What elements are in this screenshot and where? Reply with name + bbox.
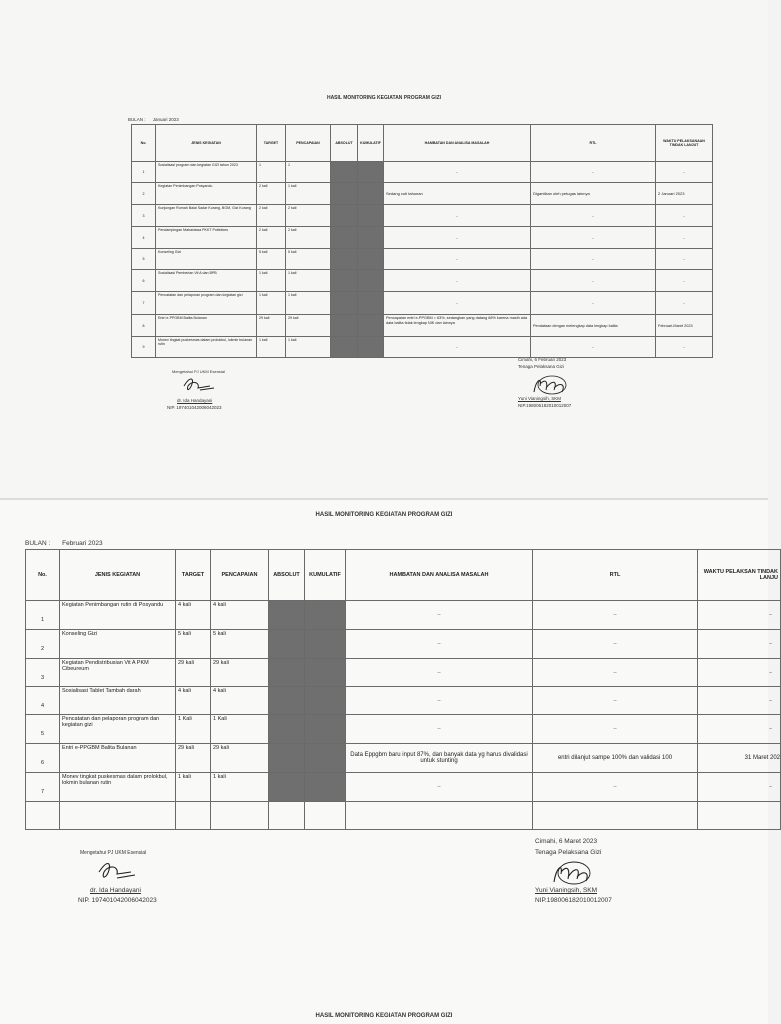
row-no: 1 xyxy=(26,601,60,630)
header-rtl: RTL xyxy=(531,125,656,162)
row-capai: 1 xyxy=(286,162,331,183)
table-row xyxy=(132,205,713,227)
row-capai: 2 kali xyxy=(286,227,331,249)
absolut-cell xyxy=(331,270,358,292)
row-no: 2 xyxy=(26,630,60,659)
row-target: 1 kali xyxy=(257,337,286,358)
left-sign-label: Mengetahui PJ UKM Esensial xyxy=(172,369,225,374)
row-jenis: Monev tingkat puskesmas dalam prolokbul, lokmin bulanan rutin xyxy=(60,773,176,802)
table-row xyxy=(132,270,713,292)
row-jenis: Kegiatan Penimbangan Posyandu xyxy=(156,183,257,205)
row-capai: 5 kali xyxy=(211,630,269,659)
row-jenis: Sosialisasi Tablet Tambah darah xyxy=(60,687,176,715)
row-hambatan: Pencapaian entri e-PPGBM = 63%, sedangkan yang datang 68% karena masih ada data balita tidak lengkap NIK dan lainnya xyxy=(384,315,531,337)
row-no: 9 xyxy=(132,337,156,358)
row-waktu: – xyxy=(656,162,713,183)
row-rtl: – xyxy=(533,715,698,744)
row-rtl: – xyxy=(531,337,656,358)
row-jenis: Kunjungan Rumah Balai Sadar Kurang, BGM, Gizi Kurang xyxy=(156,205,257,227)
row-capai: 1 kali xyxy=(286,183,331,205)
row-hambatan: – xyxy=(346,601,533,630)
row-no: 3 xyxy=(132,205,156,227)
row-target: 4 kali xyxy=(176,601,211,630)
row-rtl: Digantikan oleh petugas lainnya xyxy=(531,183,656,205)
row-hambatan: – xyxy=(346,630,533,659)
row-rtl: – xyxy=(531,270,656,292)
row-capai: 29 kali xyxy=(211,744,269,773)
right-sign-date: Cimahi, 6 Maret 2023 xyxy=(535,838,598,845)
table-row xyxy=(26,687,781,715)
page-title: HASIL MONITORING KEGIATAN PROGRAM GIZI xyxy=(326,95,442,101)
row-capai: 5 kali xyxy=(286,249,331,270)
header-absolut: ABSOLUT xyxy=(269,550,305,601)
row-target: 2 kali xyxy=(257,205,286,227)
table-header-row xyxy=(132,125,713,162)
row-hambatan: – xyxy=(346,715,533,744)
table-row xyxy=(26,773,781,802)
row-waktu: 31 Maret 202 xyxy=(698,744,781,773)
empty-cell xyxy=(211,802,269,830)
left-sign-nip: NIP. 197401042006042023 xyxy=(78,897,157,904)
left-sign-label: Mengetahui PJ UKM Esensial xyxy=(80,850,147,856)
row-hambatan: – xyxy=(384,270,531,292)
absolut-cell xyxy=(269,630,305,659)
absolut-cell xyxy=(331,315,358,337)
header-hambatan: HAMBATAN DAN ANALISA MASALAH xyxy=(384,125,531,162)
table-row xyxy=(132,315,713,337)
row-hambatan: Data Eppgbm baru input 87%, dan banyak data yg harus divalidasi untuk stunting xyxy=(346,744,533,773)
monitoring-table-february xyxy=(25,549,781,830)
empty-cell xyxy=(269,802,305,830)
month-label xyxy=(25,540,103,547)
empty-cell xyxy=(346,802,533,830)
row-waktu: – xyxy=(698,659,781,687)
empty-cell xyxy=(60,802,176,830)
header-jenis: JENIS KEGIATAN xyxy=(156,125,257,162)
row-jenis: Kegiatan Pendistribusian Vit A PKM Cibeureum xyxy=(60,659,176,687)
header-waktu: WAKTU PELAKSANAAN TINDAK LANJUT xyxy=(656,125,713,162)
signature-left xyxy=(180,374,220,396)
kumulatif-cell xyxy=(358,337,384,358)
left-sign-nip: NIP. 197401042006042023 xyxy=(167,405,222,410)
absolut-cell xyxy=(269,601,305,630)
row-no: 2 xyxy=(132,183,156,205)
absolut-cell xyxy=(331,205,358,227)
row-capai: 29 kali xyxy=(211,659,269,687)
row-waktu: – xyxy=(656,292,713,315)
row-capai: 1 Kali xyxy=(211,715,269,744)
table-row xyxy=(132,227,713,249)
row-jenis: Entri e-PPGBM Balita Bulanan xyxy=(156,315,257,337)
table-header-row xyxy=(26,550,781,601)
empty-cell xyxy=(698,802,781,830)
row-jenis: Monev tingkat puskesmas dalam prolokbul, lokmin bulanan rutin xyxy=(156,337,257,358)
row-target: 2 kali xyxy=(257,227,286,249)
row-waktu: – xyxy=(698,773,781,802)
absolut-cell xyxy=(269,744,305,773)
row-rtl: – xyxy=(533,687,698,715)
kumulatif-cell xyxy=(358,249,384,270)
table-row xyxy=(26,659,781,687)
row-no: 6 xyxy=(132,270,156,292)
row-rtl: entri dilanjut sampe 100% dan validasi 100 xyxy=(533,744,698,773)
empty-cell xyxy=(305,802,346,830)
row-target: 1 kali xyxy=(176,773,211,802)
row-waktu: – xyxy=(698,630,781,659)
absolut-cell xyxy=(269,659,305,687)
right-sign-name: Yuni Vianingsih, SKM xyxy=(535,887,598,894)
header-pencapaian: PENCAPAIAN xyxy=(286,125,331,162)
row-jenis: Kegiatan Penimbangan rutin di Posyandu xyxy=(60,601,176,630)
absolut-cell xyxy=(331,249,358,270)
absolut-cell xyxy=(269,773,305,802)
table-row xyxy=(132,337,713,358)
row-no: 1 xyxy=(132,162,156,183)
right-sign-date: Cimahi, 6 Februari 2023 xyxy=(518,357,567,362)
month-label-text: BULAN : xyxy=(25,540,51,547)
absolut-cell xyxy=(269,715,305,744)
row-target: 1 xyxy=(257,162,286,183)
row-hambatan: – xyxy=(384,337,531,358)
row-hambatan: – xyxy=(384,205,531,227)
row-target: 1 kali xyxy=(257,292,286,315)
kumulatif-cell xyxy=(305,773,346,802)
document-page-february xyxy=(0,500,780,1024)
header-waktu: WAKTU PELAKSAN TINDAK LANJU xyxy=(698,550,781,601)
row-jenis: Sosialisasi Pemberian Vit A dan BPB xyxy=(156,270,257,292)
row-capai: 4 kali xyxy=(211,601,269,630)
empty-cell xyxy=(533,802,698,830)
month-value: Januari 2023 xyxy=(152,117,179,122)
row-capai: 29 kali xyxy=(286,315,331,337)
signature-right xyxy=(528,372,572,398)
table-row-empty xyxy=(26,802,781,830)
row-rtl: – xyxy=(533,630,698,659)
row-jenis: Pencatatan dan pelaporan program dan kegiatan gizi xyxy=(60,715,176,744)
row-rtl: – xyxy=(531,162,656,183)
row-no: 5 xyxy=(26,715,60,744)
month-value: Februari 2023 xyxy=(62,540,103,547)
absolut-cell xyxy=(331,292,358,315)
page-title-next: HASIL MONITORING KEGIATAN PROGRAM GIZI xyxy=(315,1013,453,1019)
left-sign-name: dr. Ida Handayani xyxy=(177,398,213,403)
row-hambatan: – xyxy=(384,249,531,270)
month-label-text: BULAN : xyxy=(128,117,146,122)
absolut-cell xyxy=(331,337,358,358)
document-page-january xyxy=(0,0,768,498)
row-no: 7 xyxy=(26,773,60,802)
row-target: 29 kali xyxy=(176,659,211,687)
row-rtl: – xyxy=(531,249,656,270)
table-row xyxy=(132,183,713,205)
row-hambatan: – xyxy=(346,773,533,802)
kumulatif-cell xyxy=(305,715,346,744)
row-capai: 1 kali xyxy=(286,292,331,315)
row-hambatan: – xyxy=(346,659,533,687)
empty-cell xyxy=(176,802,211,830)
row-waktu: – xyxy=(656,205,713,227)
header-hambatan: HAMBATAN DAN ANALISA MASALAH xyxy=(346,550,533,601)
monitoring-table-january xyxy=(131,124,713,358)
row-no: 4 xyxy=(26,687,60,715)
page-title: HASIL MONITORING KEGIATAN PROGRAM GIZI xyxy=(315,512,453,518)
row-no: 7 xyxy=(132,292,156,315)
kumulatif-cell xyxy=(305,744,346,773)
row-capai: 1 kali xyxy=(211,773,269,802)
row-rtl: – xyxy=(531,292,656,315)
row-jenis: Pendampingan Mahasiswa PKKT Poltekkes xyxy=(156,227,257,249)
kumulatif-cell xyxy=(358,227,384,249)
right-sign-name: Yuni Vianingsih, SKM xyxy=(518,396,561,401)
kumulatif-cell xyxy=(305,659,346,687)
right-sign-role: Tenaga Pelaksana Gizi xyxy=(518,364,565,369)
row-waktu: 2 Januari 2023 xyxy=(656,183,713,205)
kumulatif-cell xyxy=(358,292,384,315)
row-waktu: – xyxy=(698,715,781,744)
header-kumulatif: KUMULATIF xyxy=(305,550,346,601)
kumulatif-cell xyxy=(305,687,346,715)
header-no: No. xyxy=(26,550,60,601)
row-capai: 2 kali xyxy=(286,205,331,227)
right-sign-nip: NIP.198006182010012007 xyxy=(535,897,612,904)
row-capai: 4 kali xyxy=(211,687,269,715)
absolut-cell xyxy=(269,687,305,715)
empty-cell xyxy=(26,802,60,830)
row-waktu: – xyxy=(698,601,781,630)
row-waktu: – xyxy=(656,337,713,358)
header-kumulatif: KUMULATIF xyxy=(358,125,384,162)
row-waktu: Februari-Maret 2023 xyxy=(656,315,713,337)
month-label xyxy=(128,117,179,122)
row-no: 4 xyxy=(132,227,156,249)
row-rtl: – xyxy=(531,205,656,227)
row-rtl: – xyxy=(533,773,698,802)
right-sign-role: Tenaga Pelaksana Gizi xyxy=(535,849,602,856)
row-rtl: – xyxy=(531,227,656,249)
header-absolut: ABSOLUT xyxy=(331,125,358,162)
row-capai: 1 kali xyxy=(286,337,331,358)
row-capai: 1 kali xyxy=(286,270,331,292)
row-hambatan: – xyxy=(384,162,531,183)
row-hambatan: Sedang cuti tahunan xyxy=(384,183,531,205)
row-jenis: Sosialisasi program dan kegiatan GIZI tahun 2023 xyxy=(156,162,257,183)
row-waktu: – xyxy=(656,270,713,292)
table-row xyxy=(132,249,713,270)
row-waktu: – xyxy=(656,227,713,249)
row-target: 4 kali xyxy=(176,687,211,715)
table-row xyxy=(26,744,781,773)
kumulatif-cell xyxy=(305,630,346,659)
table-row xyxy=(132,162,713,183)
absolut-cell xyxy=(331,183,358,205)
header-target: TARGET xyxy=(257,125,286,162)
header-rtl: RTL xyxy=(533,550,698,601)
row-hambatan: – xyxy=(384,292,531,315)
row-jenis: Konseling Gizi xyxy=(156,249,257,270)
row-waktu: – xyxy=(698,687,781,715)
row-no: 8 xyxy=(132,315,156,337)
kumulatif-cell xyxy=(305,601,346,630)
kumulatif-cell xyxy=(358,162,384,183)
right-sign-nip: NIP.198006182010012007 xyxy=(518,403,572,408)
row-jenis: Pencatatan dan pelaporan program dan kegiatan gizi xyxy=(156,292,257,315)
row-rtl: – xyxy=(533,659,698,687)
row-rtl: – xyxy=(533,601,698,630)
row-target: 29 kali xyxy=(257,315,286,337)
absolut-cell xyxy=(331,162,358,183)
table-row xyxy=(26,630,781,659)
table-row xyxy=(26,715,781,744)
row-rtl: Pendataan dengan melengkap data lengkap balita xyxy=(531,315,656,337)
kumulatif-cell xyxy=(358,315,384,337)
header-jenis: JENIS KEGIATAN xyxy=(60,550,176,601)
kumulatif-cell xyxy=(358,183,384,205)
left-sign-name: dr. Ida Handayani xyxy=(90,887,141,894)
row-target: 29 kali xyxy=(176,744,211,773)
row-hambatan: – xyxy=(346,687,533,715)
signature-left xyxy=(95,858,141,884)
table-row xyxy=(132,292,713,315)
row-target: 5 kali xyxy=(257,249,286,270)
row-target: 2 kali xyxy=(257,183,286,205)
kumulatif-cell xyxy=(358,205,384,227)
absolut-cell xyxy=(331,227,358,249)
row-target: 1 kali xyxy=(257,270,286,292)
row-no: 6 xyxy=(26,744,60,773)
row-target: 1 Kali xyxy=(176,715,211,744)
row-waktu: – xyxy=(656,249,713,270)
row-no: 3 xyxy=(26,659,60,687)
row-jenis: Konseling Gizi xyxy=(60,630,176,659)
row-no: 5 xyxy=(132,249,156,270)
table-row xyxy=(26,601,781,630)
row-hambatan: – xyxy=(384,227,531,249)
header-no: No. xyxy=(132,125,156,162)
header-pencapaian: PENCAPAIAN xyxy=(211,550,269,601)
row-target: 5 kali xyxy=(176,630,211,659)
kumulatif-cell xyxy=(358,270,384,292)
row-jenis: Entri e-PPGBM Balita Bulanan xyxy=(60,744,176,773)
signature-right xyxy=(548,858,596,888)
header-target: TARGET xyxy=(176,550,211,601)
